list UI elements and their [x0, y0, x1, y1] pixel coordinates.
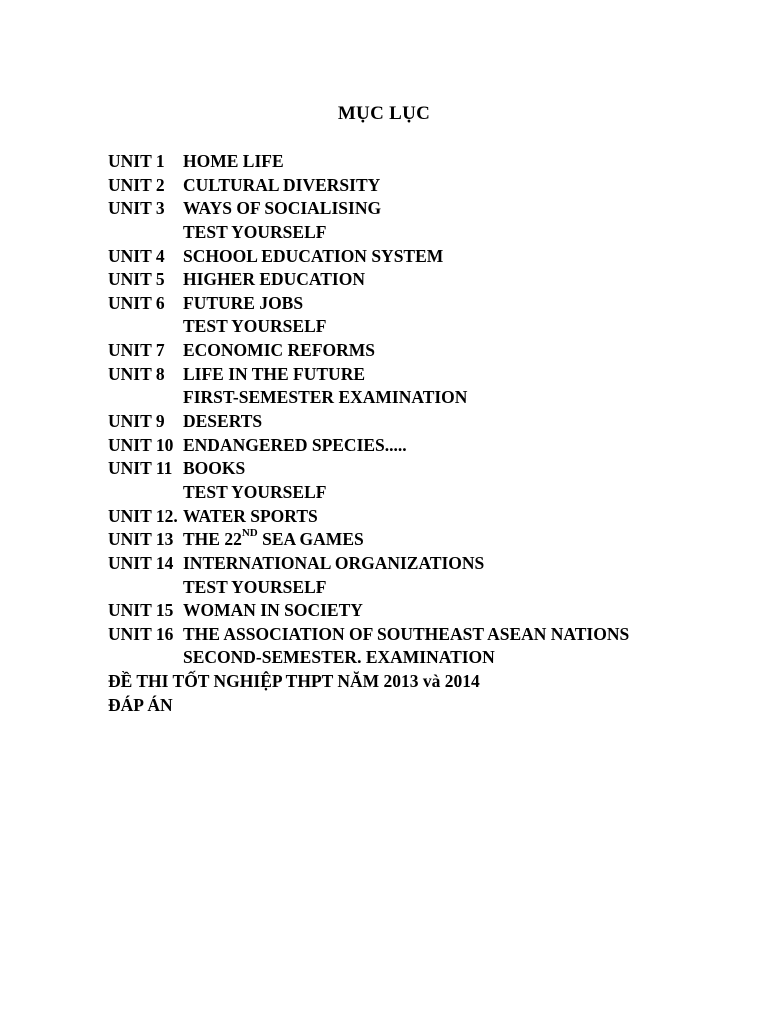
toc-topic-text: HIGHER EDUCATION — [183, 269, 365, 290]
toc-topic — [183, 293, 303, 314]
toc-topic — [183, 316, 326, 337]
toc-topic-text-after: SEA GAMES — [257, 529, 364, 550]
toc-unit-label: UNIT 3 — [108, 198, 165, 219]
toc-topic — [183, 624, 629, 645]
toc-entry — [108, 364, 748, 388]
toc-unit-label: UNIT 11 — [108, 458, 173, 479]
toc-topic-text: THE 22 — [183, 529, 242, 550]
toc-unit-label: UNIT 9 — [108, 411, 165, 432]
toc-entry — [108, 269, 748, 293]
toc-topic-text: LIFE IN THE FUTURE — [183, 363, 366, 384]
toc-entry — [108, 624, 748, 648]
toc-entry — [108, 647, 748, 671]
toc-topic-text: WAYS OF SOCIALISING — [183, 198, 382, 219]
toc-entry — [108, 293, 748, 317]
toc-topic-text: SECOND-SEMESTER. EXAMINATION — [183, 647, 495, 668]
toc-topic-text: TEST YOURSELF — [183, 221, 327, 242]
toc-topic-text: SCHOOL EDUCATION SYSTEM — [183, 245, 444, 266]
toc-entry — [108, 600, 748, 624]
toc-topic — [183, 600, 363, 621]
toc-topic — [183, 553, 484, 574]
toc-topic-text: BOOKS — [183, 458, 246, 479]
toc-topic-text: ENDANGERED SPECIES..... — [183, 434, 407, 455]
toc-unit-label: UNIT 4 — [108, 245, 165, 266]
toc-topic — [183, 482, 326, 503]
toc-entry — [108, 222, 748, 246]
toc-extra-text: ĐỀ THI TỐT NGHIỆP THPT NĂM 2013 và 2014 — [108, 671, 480, 692]
toc-extra-entry — [108, 671, 748, 695]
toc-topic — [183, 411, 262, 432]
toc-entry — [108, 577, 748, 601]
toc-entry — [108, 246, 748, 270]
toc-topic-text: INTERNATIONAL ORGANIZATIONS — [183, 552, 485, 573]
toc-entry — [108, 316, 748, 340]
toc-topic-text: FIRST-SEMESTER EXAMINATION — [183, 387, 468, 408]
toc-topic — [183, 151, 284, 172]
toc-topic-text: TEST YOURSELF — [183, 316, 327, 337]
toc-unit-label: UNIT 2 — [108, 174, 165, 195]
toc-entry — [108, 151, 748, 175]
toc-topic — [183, 340, 375, 361]
toc-extra-entry — [108, 695, 748, 719]
toc-unit-label: UNIT 16 — [108, 623, 174, 644]
toc-entry — [108, 387, 748, 411]
toc-topic — [183, 387, 467, 408]
toc-topic — [183, 364, 365, 385]
toc-topic-superscript: ND — [241, 527, 258, 540]
toc-entry — [108, 175, 748, 199]
toc-entry — [108, 411, 748, 435]
toc-topic — [183, 246, 443, 267]
toc-unit-label: UNIT 15 — [108, 600, 174, 621]
toc-entry — [108, 340, 748, 364]
toc-unit-label: UNIT 12. — [108, 505, 178, 526]
toc-unit-label: UNIT 14 — [108, 552, 174, 573]
toc-topic-text: TEST YOURSELF — [183, 481, 327, 502]
table-of-contents — [108, 151, 748, 718]
toc-entry — [108, 506, 748, 530]
toc-unit-label: UNIT 7 — [108, 340, 165, 361]
toc-topic — [183, 506, 318, 527]
toc-unit-label: UNIT 1 — [108, 151, 165, 171]
toc-unit-label: UNIT 5 — [108, 269, 165, 290]
toc-topic — [183, 175, 380, 196]
toc-topic-text: CULTURAL DIVERSITY — [183, 174, 381, 195]
toc-entry — [108, 458, 748, 482]
toc-topic-text: WOMAN IN SOCIETY — [183, 600, 363, 621]
toc-topic — [183, 458, 245, 479]
toc-topic-text: FUTURE JOBS — [183, 292, 304, 313]
toc-entry — [108, 529, 748, 553]
toc-topic-text: HOME LIFE — [183, 151, 284, 171]
toc-topic-text: ECONOMIC REFORMS — [183, 340, 376, 361]
toc-topic-text: WATER SPORTS — [183, 505, 318, 526]
toc-topic — [183, 269, 365, 290]
toc-topic — [183, 435, 407, 456]
toc-unit-label: UNIT 13 — [108, 529, 174, 550]
toc-topic-text: DESERTS — [183, 411, 263, 432]
toc-unit-label: UNIT 6 — [108, 292, 165, 313]
toc-topic — [183, 529, 364, 550]
toc-unit-label: UNIT 10 — [108, 434, 174, 455]
toc-entry — [108, 553, 748, 577]
toc-extra-text: ĐÁP ÁN — [108, 694, 173, 715]
toc-topic — [183, 647, 495, 668]
toc-entry — [108, 482, 748, 506]
toc-topic-text: TEST YOURSELF — [183, 576, 327, 597]
page-title: MỤC LỤC — [337, 103, 431, 124]
toc-unit-label: UNIT 8 — [108, 363, 165, 384]
toc-topic — [183, 198, 381, 219]
toc-topic — [183, 577, 326, 598]
toc-entry — [108, 198, 748, 222]
toc-topic — [183, 222, 326, 243]
toc-topic-text: THE ASSOCIATION OF SOUTHEAST ASEAN NATIONS — [183, 623, 630, 644]
toc-entry — [108, 435, 748, 459]
